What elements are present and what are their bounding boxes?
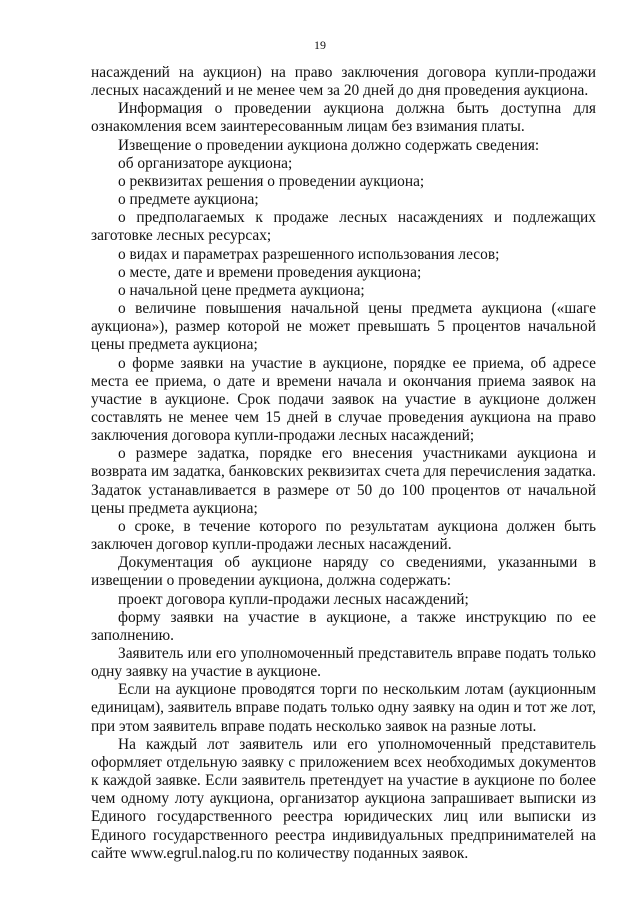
- list-item-form-instructions: форму заявки на участие в аукционе, а также инструкцию по ее заполнению.: [91, 608, 596, 644]
- paragraph-one-application: Заявитель или его уполномоченный представитель вправе подать только одну заявку на участие в аукционе.: [91, 645, 596, 681]
- page-body: [91, 64, 596, 863]
- list-item-contract-term: о сроке, в течение которого по результатам аукциона должен быть заключен договор купли-продажи лесных насаждений.: [91, 517, 596, 554]
- list-item-forest-use: о видах и параметрах разрешенного использования лесов;: [118, 245, 500, 263]
- paragraph-documentation: Документация об аукционе наряду со сведениями, указанными в извещении о проведении аукциона, должна содержать:: [91, 554, 596, 590]
- paragraph-per-lot-application: На каждый лот заявитель или его уполномоченный представитель оформляет отдельную заявку с приложением всех необходимых документов к каждой заявке. Если заявитель претендует на участие в аукционе по более чем одному лоту аукциона, организатор аукциона запрашивает выписки из Единого государственного реестра юридических лиц или выписки из Единого государственного реестра индивидуальных предпринимателей на сайте www.egrul.nalog.ru по количеству поданных заявок.: [91, 735, 596, 862]
- list-item-draft-contract: проект договора купли-продажи лесных насаждений;: [118, 590, 469, 608]
- list-item-deposit: о размере задатка, порядке его внесения участниками аукциона и возврата им задатка, банковских реквизитах счета для перечисления задатка. Задаток устанавливается в размере от 50 до 100 процентов от начальной цены предмета аукциона;: [91, 445, 596, 517]
- list-item-auction-step: о величине повышения начальной цены предмета аукциона («шаге аукциона»), размер которой не может превышать 5 процентов начальной цены предмета аукциона;: [91, 300, 596, 354]
- paragraph-continuation: насаждений на аукцион) на право заключения договора купли-продажи лесных насаждений и не менее чем за 20 дней до дня проведения аукциона.: [91, 64, 596, 100]
- list-item-place-date-time: о месте, дате и времени проведения аукциона;: [118, 263, 422, 281]
- list-item-decision-details: о реквизитах решения о проведении аукциона;: [118, 172, 425, 190]
- list-item-subject: о предмете аукциона;: [118, 191, 259, 209]
- list-item-start-price: о начальной цене предмета аукциона;: [118, 281, 365, 299]
- list-item-forest-stands: о предполагаемых к продаже лесных насаждениях и подлежащих заготовке лесных ресурсах;: [91, 209, 596, 245]
- page-number: 19: [314, 38, 326, 52]
- paragraph-multiple-lots: Если на аукционе проводятся торги по нескольким лотам (аукционным единицам), заявитель вправе подать только одну заявку на один и тот же лот, при этом заявитель вправе подать несколько заявок на разные лоты.: [91, 681, 596, 735]
- list-item-application-form: о форме заявки на участие в аукционе, порядке ее приема, об адресе места ее приема, о дате и времени начала и окончания приема заявок на участие в аукционе. Срок подачи заявок на участие в аукционе должен составлять не менее чем 15 дней в случае проведения аукциона на право заключения договора купли-продажи лесных насаждений;: [91, 354, 596, 445]
- paragraph-info-availability: Информация о проведении аукциона должна быть доступна для ознакомления всем заинтересованным лицам без взимания платы.: [91, 100, 596, 136]
- paragraph-notice-intro: Извещение о проведении аукциона должно содержать сведения:: [118, 136, 540, 154]
- list-item-organizer: об организаторе аукциона;: [118, 154, 293, 172]
